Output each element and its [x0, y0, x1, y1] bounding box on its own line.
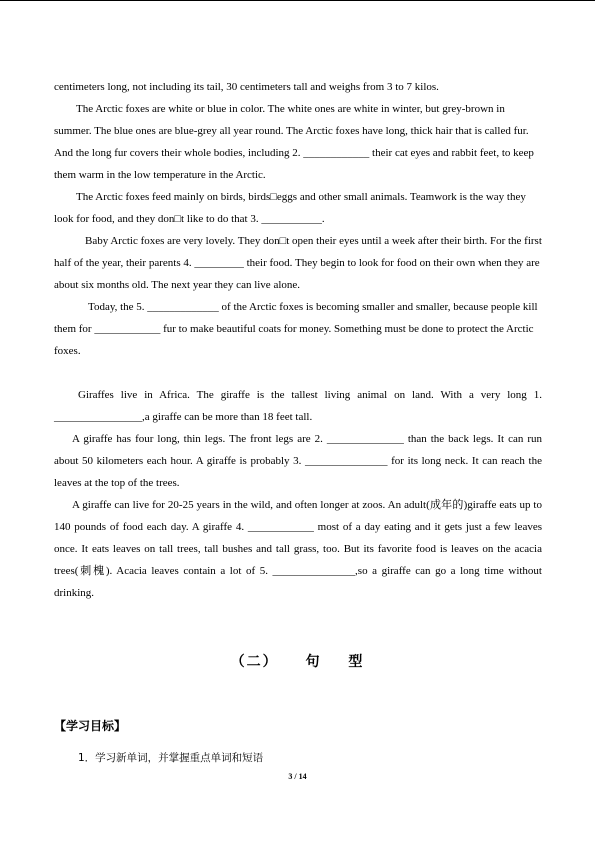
- giraffe-paragraph-3: A giraffe can live for 20-25 years in the wild, and often longer at zoos. An adult(成年的)giraffe eats up to 140 pounds of food each day. A giraffe 4. ____________ most of a day eating and it gets just a few leaves once. It eats leaves on tall trees, tall bushes and tall grass, too. But its favorite food is leaves on the acacia trees(刺槐). Acacia leaves contain a lot of 5. _______________,so a giraffe can go a long time without drinking.: [54, 499, 542, 599]
- giraffe-paragraph-2: A giraffe has four long, thin legs. The front legs are 2. ______________ than the back legs. It can run about 50 kilometers each hour. A giraffe is probably 3. _______________ for its long neck. It can reach the leaves at the top of the trees.: [54, 433, 542, 489]
- arctic-paragraph-2: The Arctic foxes are white or blue in color. The white ones are white in winter, but grey-brown in summer. The blue ones are blue-grey all year round. The Arctic foxes have long, thick hair that is called fur. And the long fur covers their whole bodies, including 2. ____________ their cat eyes and rabbit feet, to keep them warm in the low temperature in the Arctic.: [54, 103, 534, 181]
- giraffe-paragraph-1: Giraffes live in Africa. The giraffe is the tallest living animal on land. With a very long 1. ________________,a giraffe can be more than 18 feet tall.: [54, 389, 542, 423]
- section-number: （二）: [230, 654, 279, 670]
- section-title-char-2: 型: [348, 654, 365, 670]
- page-number: 3 / 14: [288, 772, 307, 781]
- arctic-paragraph-4: Baby Arctic foxes are very lovely. They don□t open their eyes until a week after their birth. For the first half of the year, their parents 4. _________ their food. They begin to look for food on their own when they are about six months old. The next year they can live alone.: [54, 235, 542, 291]
- top-rule: [0, 0, 595, 1]
- section-heading: [0, 651, 595, 671]
- arctic-paragraph-3: The Arctic foxes feed mainly on birds, birds□eggs and other small animals. Teamwork is the way they look for food, and they don□t like to do that 3. ___________.: [54, 191, 526, 225]
- arctic-paragraph-5: Today, the 5. _____________ of the Arctic foxes is becoming smaller and smaller, because people kill them for ____________ fur to make beautiful coats for money. Something must be done to protect the Arctic foxes.: [54, 301, 538, 357]
- objective-item-1: 1．学习新单词，并掌握重点单词和短语: [78, 752, 264, 764]
- section-title-char-1: 句: [305, 654, 322, 670]
- arctic-paragraph-1: centimeters long, not including its tail, 30 centimeters tall and weighs from 3 to 7 kilos.: [54, 81, 439, 93]
- objectives-label: 【学习目标】: [54, 719, 127, 733]
